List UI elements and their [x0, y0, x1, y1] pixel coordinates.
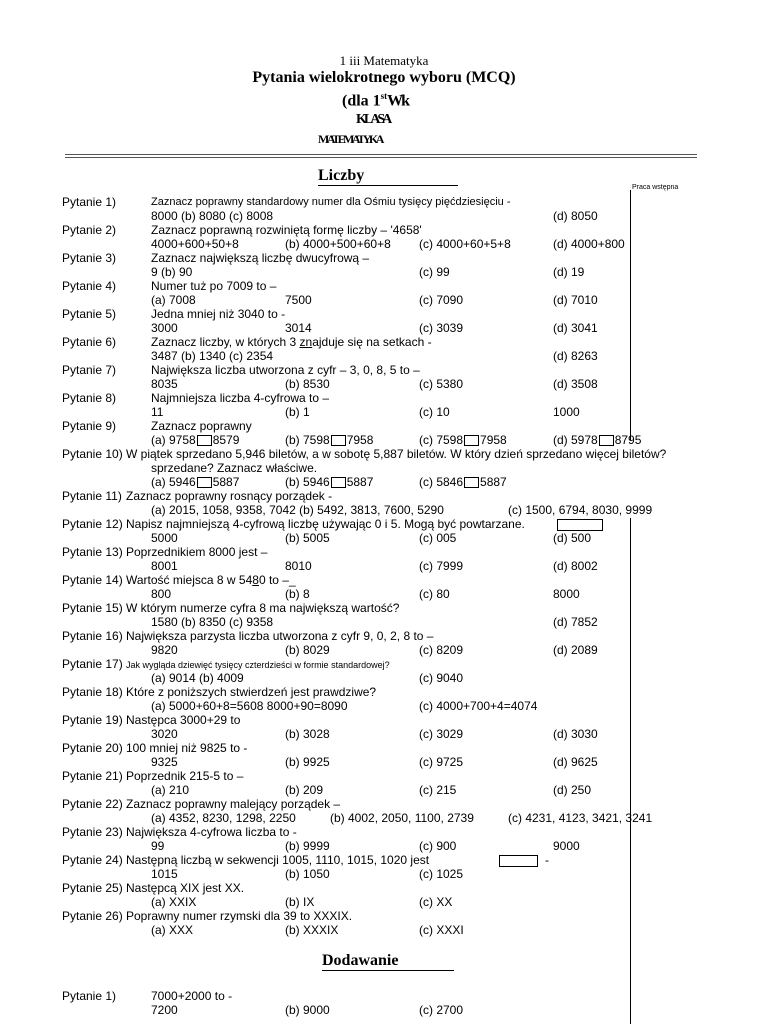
q25-label: Pytanie 25)	[62, 881, 123, 895]
q19-option-d: (d) 3030	[553, 727, 598, 741]
q5-option-c: (c) 3039	[419, 321, 464, 335]
q12-label: Pytanie 12)	[62, 517, 123, 531]
q9-option-b: (b) 7598 7958	[285, 433, 374, 447]
q22-option-c: (c) 4231, 4123, 3421, 3241	[508, 811, 653, 825]
q9-option-d: (d) 5978 8795	[553, 433, 642, 447]
q1-text: Zaznacz poprawny standardowy numer dla Ośmiu tysięcy pięćdziesięciu -	[151, 196, 511, 208]
q19-option-a: 3020	[151, 727, 178, 741]
q13-option-b: 8010	[285, 559, 312, 573]
section-title-dodawanie: Dodawanie	[322, 952, 454, 971]
q16-option-b: (b) 8029	[285, 643, 330, 657]
q16-option-a: 9820	[151, 643, 178, 657]
q4-option-d: (d) 7010	[553, 293, 598, 307]
q7-option-b: (b) 8530	[285, 377, 330, 391]
q13-option-a: 8001	[151, 559, 178, 573]
q23-option-a: 99	[151, 839, 165, 853]
comparison-box[interactable]	[464, 435, 479, 446]
q17-option-c: (c) 9040	[419, 671, 464, 685]
q22-option-a: (a) 4352, 8230, 1298, 2250	[151, 811, 296, 825]
q12-option-c: (c) 005	[419, 531, 457, 545]
q21-text: Poprzednik 215-5 to –	[126, 769, 244, 783]
q16-label: Pytanie 16)	[62, 629, 123, 643]
q10-option-a: (a) 5946 5887	[151, 475, 240, 489]
q6-option-d: (d) 8263	[553, 349, 598, 363]
q9-option-c: (c) 7598 7958	[419, 433, 507, 447]
q15-option-d: (d) 7852	[553, 615, 598, 629]
q23-option-b: (b) 9999	[285, 839, 330, 853]
header-subject: MATEMATYKA	[318, 132, 382, 146]
comparison-box[interactable]	[197, 477, 212, 488]
q15-label: Pytanie 15)	[62, 601, 123, 615]
page-title: Pytania wielokrotnego wyboru (MCQ)	[252, 69, 516, 86]
q23-label: Pytanie 23)	[62, 825, 123, 839]
header-subtitle: (dla 1stWk	[342, 91, 409, 110]
side-note: Praca wstępna	[632, 184, 679, 191]
q18-options-ab: (a) 5000+60+8=5608 8000+90=8090	[151, 699, 348, 713]
q7-option-d: (d) 3508	[553, 377, 598, 391]
q21-option-d: (d) 250	[553, 783, 592, 797]
q25-option-a: (a) XXIX	[151, 895, 197, 909]
q14-option-d: 8000	[553, 587, 580, 601]
q2-option-d: (d) 4000+800	[553, 237, 625, 251]
q23-option-c: (c) 900	[419, 839, 457, 853]
q21-option-c: (c) 215	[419, 783, 457, 797]
margin-line-1	[630, 190, 631, 440]
q13-label: Pytanie 13)	[62, 545, 123, 559]
q7-text: Największa liczba utworzona z cyfr – 3, 0, 8, 5 to –	[151, 363, 420, 377]
q16-option-d: (d) 2089	[553, 643, 598, 657]
q8-option-a: 11	[151, 405, 164, 419]
q8-label: Pytanie 8)	[62, 391, 117, 405]
q4-option-a: (a) 7008	[151, 293, 196, 307]
q8-text: Najmniejsza liczba 4-cyfrowa to –	[151, 391, 330, 405]
q16-option-c: (c) 8209	[419, 643, 464, 657]
q6-label: Pytanie 6)	[62, 335, 117, 349]
q22-label: Pytanie 22)	[62, 797, 123, 811]
q3-label: Pytanie 3)	[62, 251, 117, 265]
q22-text: Zaznacz poprawny malejący porządek –	[126, 797, 341, 811]
header-klasa: KLASA	[356, 112, 390, 127]
q11-text: Zaznacz poprawny rosnący porządek -	[126, 489, 333, 503]
add-q1-option-a: 7200	[151, 1003, 178, 1017]
q3-options-ab: 9 (b) 90	[151, 265, 193, 279]
double-rule-bottom	[65, 157, 697, 158]
q4-text: Numer tuż po 7009 to –	[151, 279, 277, 293]
q8-option-b: (b) 1	[285, 405, 310, 419]
q2-text: Zaznacz poprawną rozwiniętą formę liczby – '4658'	[151, 223, 422, 237]
q26-text: Poprawny numer rzymski dla 39 to XXXIX.	[126, 909, 353, 923]
q6-options-abc: 3487 (b) 1340 (c) 2354	[151, 349, 274, 363]
q26-option-c: (c) XXXI	[419, 923, 464, 937]
q25-option-b: (b) IX	[285, 895, 315, 909]
q13-text: Poprzednikiem 8000 jest –	[126, 545, 268, 559]
q17-text: Jak wygląda dziewięć tysięcy czterdzieści w formie standardowej?	[126, 660, 390, 670]
answer-box[interactable]	[499, 855, 538, 867]
q1-option-d: (d) 8050	[553, 209, 598, 223]
q4-label: Pytanie 4)	[62, 279, 117, 293]
q12-option-d: (d) 500	[553, 531, 592, 545]
q17-options-ab: (a) 9014 (b) 4009	[151, 671, 244, 685]
add-q1-option-b: (b) 9000	[285, 1003, 330, 1017]
q12-option-a: 5000	[151, 531, 178, 545]
q8-option-c: (c) 10	[419, 405, 450, 419]
q23-option-d: 9000	[553, 839, 580, 853]
q14-option-c: (c) 80	[419, 587, 450, 601]
q3-text: Zaznacz największą liczbę dwucyfrową –	[151, 251, 370, 265]
q24-text: Następną liczbą w sekwencji 1005, 1110, 1015, 1020 jest	[126, 853, 430, 867]
q17-label: Pytanie 17)	[62, 657, 123, 671]
q21-option-b: (b) 209	[285, 783, 324, 797]
comparison-box[interactable]	[599, 435, 614, 446]
q4-option-b: 7500	[285, 293, 312, 307]
q23-text: Największa 4-cyfrowa liczba to -	[126, 825, 297, 839]
q14-text: Wartość miejsca 8 w 5480 to –_	[126, 573, 296, 587]
q11-option-c: (c) 1500, 6794, 8030, 9999	[508, 503, 653, 517]
q24-option-c: (c) 1025	[419, 867, 464, 881]
header-small: 1 iii Matematyka	[339, 53, 429, 68]
q20-option-a: 9325	[151, 755, 178, 769]
q25-option-c: (c) XX	[419, 895, 453, 909]
q18-label: Pytanie 18)	[62, 685, 123, 699]
q5-option-b: 3014	[285, 321, 312, 335]
comparison-box[interactable]	[331, 435, 346, 446]
q6-text: Zaznacz liczby, w których 3 znajduje się na setkach -	[151, 335, 432, 349]
q2-option-a: 4000+600+50+8	[151, 237, 239, 251]
q9-label: Pytanie 9)	[62, 419, 117, 433]
margin-line-2	[630, 518, 631, 1024]
q12-text: Napisz najmniejszą 4-cyfrową liczbę używając 0 i 5. Mogą być powtarzane.	[126, 517, 525, 531]
q20-option-d: (d) 9625	[553, 755, 598, 769]
q20-option-b: (b) 9925	[285, 755, 330, 769]
q11-label: Pytanie 11)	[62, 489, 122, 503]
q19-text: Następca 3000+29 to	[126, 713, 241, 727]
q10-text: W piątek sprzedano 5,946 biletów, a w sobotę 5,887 biletów. W który dzień sprzedano więcej biletów?	[126, 447, 667, 461]
q26-option-b: (b) XXXIX	[285, 923, 339, 937]
q7-option-a: 8035	[151, 377, 178, 391]
q20-text: 100 mniej niż 9825 to -	[126, 741, 248, 755]
q22-option-b: (b) 4002, 2050, 1100, 2739	[330, 811, 474, 825]
q7-option-c: (c) 5380	[419, 377, 464, 391]
q5-option-d: (d) 3041	[553, 321, 598, 335]
section-title-liczby: Liczby	[318, 167, 458, 186]
q3-option-d: (d) 19	[553, 265, 585, 279]
q9-text: Zaznacz poprawny	[151, 419, 252, 433]
q21-option-a: (a) 210	[151, 783, 190, 797]
q2-option-b: (b) 4000+500+60+8	[285, 237, 391, 251]
q13-option-d: (d) 8002	[553, 559, 598, 573]
q21-label: Pytanie 21)	[62, 769, 123, 783]
q16-text: Największa parzysta liczba utworzona z cyfr 9, 0, 2, 8 to –	[126, 629, 434, 643]
add-q1-label: Pytanie 1)	[62, 989, 117, 1003]
q7-label: Pytanie 7)	[62, 363, 117, 377]
q14-label: Pytanie 14)	[62, 573, 123, 587]
q10-label: Pytanie 10)	[62, 447, 123, 461]
q19-option-c: (c) 3029	[419, 727, 464, 741]
q4-option-c: (c) 7090	[419, 293, 464, 307]
q19-label: Pytanie 19)	[62, 713, 123, 727]
q1-options-abc: 8000 (b) 8080 (c) 8008	[151, 209, 274, 223]
q15-text: W którym numerze cyfra 8 ma największą wartość?	[126, 601, 400, 615]
q18-option-c: (c) 4000+700+4=4074	[419, 699, 538, 713]
q2-label: Pytanie 2)	[62, 223, 117, 237]
q24-dash: -	[545, 853, 549, 867]
q5-option-a: 3000	[151, 321, 178, 335]
q18-text: Które z poniższych stwierdzeń jest prawdziwe?	[126, 685, 377, 699]
q5-label: Pytanie 5)	[62, 307, 117, 321]
q14-option-b: (b) 8	[285, 587, 310, 601]
q10-text-line2: sprzedane? Zaznacz właściwe.	[151, 461, 318, 475]
q13-option-c: (c) 7999	[419, 559, 464, 573]
add-q1-text: 7000+2000 to -	[151, 989, 233, 1003]
q9-option-a: (a) 9758 8579	[151, 433, 240, 447]
q14-option-a: 800	[151, 587, 172, 601]
q5-text: Jedna mniej niż 3040 to -	[151, 307, 286, 321]
q12-option-b: (b) 5005	[285, 531, 330, 545]
comparison-box[interactable]	[197, 435, 212, 446]
q26-label: Pytanie 26)	[62, 909, 123, 923]
q2-option-c: (c) 4000+60+5+8	[419, 237, 511, 251]
q1-label: Pytanie 1)	[62, 195, 117, 209]
q8-option-d: 1000	[553, 405, 580, 419]
q20-option-c: (c) 9725	[419, 755, 464, 769]
add-q1-option-c: (c) 2700	[419, 1003, 464, 1017]
q11-options-ab: (a) 2015, 1058, 9358, 7042 (b) 5492, 3813, 7600, 5290	[151, 503, 444, 517]
comparison-box[interactable]	[464, 477, 479, 488]
q10-option-b: (b) 5946 5887	[285, 475, 374, 489]
comparison-box[interactable]	[331, 477, 346, 488]
q25-text: Następcą XIX jest XX.	[126, 881, 245, 895]
q24-option-a: 1015	[151, 867, 178, 881]
q3-option-c: (c) 99	[419, 265, 450, 279]
double-rule-top	[65, 154, 697, 155]
q19-option-b: (b) 3028	[285, 727, 330, 741]
q24-label: Pytanie 24)	[62, 853, 123, 867]
q26-option-a: (a) XXX	[151, 923, 194, 937]
q15-options-abc: 1580 (b) 8350 (c) 9358	[151, 615, 274, 629]
answer-box[interactable]	[557, 519, 603, 531]
q10-option-c: (c) 5846 5887	[419, 475, 507, 489]
q24-option-b: (b) 1050	[285, 867, 330, 881]
q20-label: Pytanie 20)	[62, 741, 123, 755]
